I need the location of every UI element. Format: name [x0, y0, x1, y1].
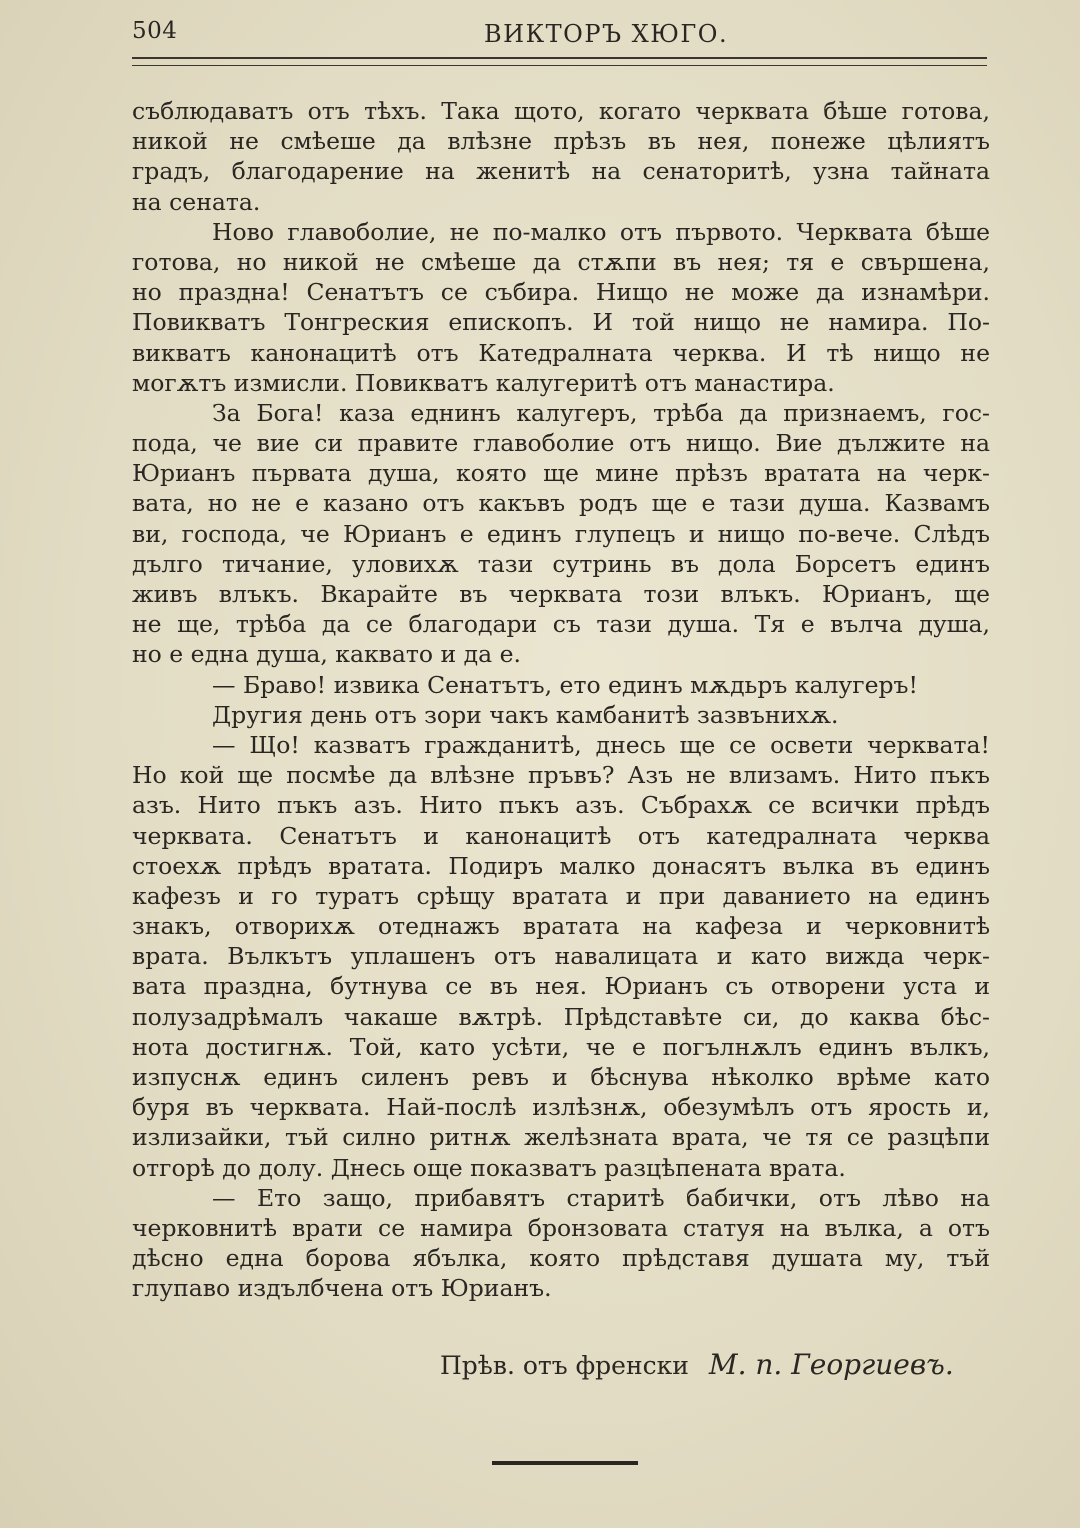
text-line: буря въ черквата. Най-послѣ излѣзнѫ, обезумѣлъ отъ ярость и, — [132, 1093, 990, 1122]
text-line: глупаво издълбчена отъ Юрианъ. — [132, 1274, 552, 1303]
text-line: градъ, благодарение на женитѣ на сенаторитѣ, узна тайната — [132, 157, 990, 186]
text-line: знакъ, отворихѫ отеднажъ вратата на кафеза и черковнитѣ — [132, 912, 990, 941]
text-line: нота достигнѫ. Той, като усѣти, че е погълнѫлъ единъ вълкъ, — [132, 1032, 990, 1061]
running-head: ВИКТОРЪ ХЮГО. — [484, 20, 729, 48]
text-line: излизайки, тъй силно ритнѫ желѣзната врата, че тя се разцѣпи — [132, 1123, 990, 1152]
translator-name: М. п. Георгиевъ. — [708, 1348, 954, 1381]
text-line: отгорѣ до долу. Днесь още показватъ разцѣпената врата. — [132, 1153, 846, 1182]
text-line: пода, че вие си правите главоболие отъ нищо. Вие дължите на — [132, 429, 990, 458]
text-line: вата праздна, бутнува се въ нея. Юрианъ съ отворени уста и — [132, 972, 990, 1001]
text-line: Но кой ще посмѣе да влѣзне пръвъ? Азъ не влизамъ. Нито пъкъ — [132, 761, 990, 790]
text-line: дълго тичание, уловихѫ тази сутринь въ дола Борсетъ единъ — [132, 549, 990, 578]
page-number: 504 — [132, 18, 178, 44]
header-rule — [132, 57, 987, 66]
body-text — [132, 96, 990, 1304]
end-rule — [492, 1461, 638, 1465]
text-line: дѣсно една борова ябълка, която прѣдставя душата му, тъй — [132, 1244, 990, 1273]
text-line: азъ. Нито пъкъ азъ. Нито пъкъ азъ. Събрахѫ се всички прѣдъ — [132, 791, 990, 820]
text-line: черквата. Сенатътъ и канонацитѣ отъ катедралната черква — [132, 821, 990, 850]
text-line: но е една душа, каквато и да е. — [132, 640, 521, 669]
text-line: вата, но не е казано отъ какъвъ родъ ще е тази душа. Казвамъ — [132, 489, 990, 518]
text-line: живъ влъкъ. Вкарайте въ черквата този влъкъ. Юрианъ, ще — [132, 580, 990, 608]
text-line: Повикватъ Тонгреския епископъ. И той нищо не намира. По- — [132, 308, 990, 337]
text-line: кафезъ и го туратъ срѣщу вратата и при даванието на единъ — [132, 881, 990, 910]
text-line: на сената. — [132, 187, 261, 216]
text-line: За Бога! каза еднинъ калугеръ, трѣба да признаемъ, гос- — [212, 398, 990, 427]
text-line: черковнитѣ врати се намира бронзовата статуя на вълка, а отъ — [132, 1213, 990, 1242]
text-line: Юрианъ първата душа, която ще мине прѣзъ вратата на черк- — [132, 459, 990, 488]
text-line: готова, но никой не смѣеше да стѫпи въ нея; тя е свършена, — [132, 247, 990, 276]
text-line: съблюдаватъ отъ тѣхъ. Така щото, когато черквата бѣше готова, — [132, 97, 990, 125]
text-line: не ще, трѣба да се благодари съ тази душа. Тя е вълча душа, — [132, 610, 990, 639]
page-header — [132, 12, 987, 52]
text-line: полузадрѣмалъ чакаше вѫтрѣ. Прѣдставѣте си, до каква бѣс- — [132, 1002, 990, 1031]
text-line: — Що! казватъ гражданитѣ, днесь ще се освети черквата! — [212, 730, 990, 759]
text-line: Ново главоболие, не по-малко отъ първото. Черквата бѣше — [212, 217, 990, 246]
text-line: могѫтъ измисли. Повикватъ калугеритѣ отъ манастира. — [132, 368, 835, 397]
text-line: никой не смѣеше да влѣзне прѣзъ въ нея, понеже цѣлиятъ — [132, 127, 990, 156]
text-line: ви, господа, че Юрианъ е единъ глупецъ и нищо по-вече. Слѣдъ — [132, 519, 990, 548]
translator-credit-prefix: Прѣв. отъ френски — [440, 1351, 689, 1380]
text-line: но праздна! Сенатътъ се събира. Нищо не може да изнамѣри. — [132, 278, 990, 307]
translator-credit — [440, 1348, 954, 1381]
text-line: врата. Вълкътъ уплашенъ отъ навалицата и като вижда черк- — [132, 942, 990, 971]
text-line: викватъ канонацитѣ отъ Катедралната черква. И тѣ нищо не — [132, 338, 990, 367]
text-line: — Браво! извика Сенатътъ, ето единъ мѫдьръ калугеръ! — [212, 670, 918, 699]
text-line: Другия день отъ зори чакъ камбанитѣ зазвънихѫ. — [212, 700, 839, 729]
text-line: — Ето защо, прибавятъ старитѣ бабички, отъ лѣво на — [212, 1183, 990, 1212]
text-line: стоехѫ прѣдъ вратата. Подиръ малко донасятъ вълка въ единъ — [132, 851, 990, 880]
text-line: изпуснѫ единъ силенъ ревъ и бѣснува нѣколко врѣме като — [132, 1063, 990, 1091]
